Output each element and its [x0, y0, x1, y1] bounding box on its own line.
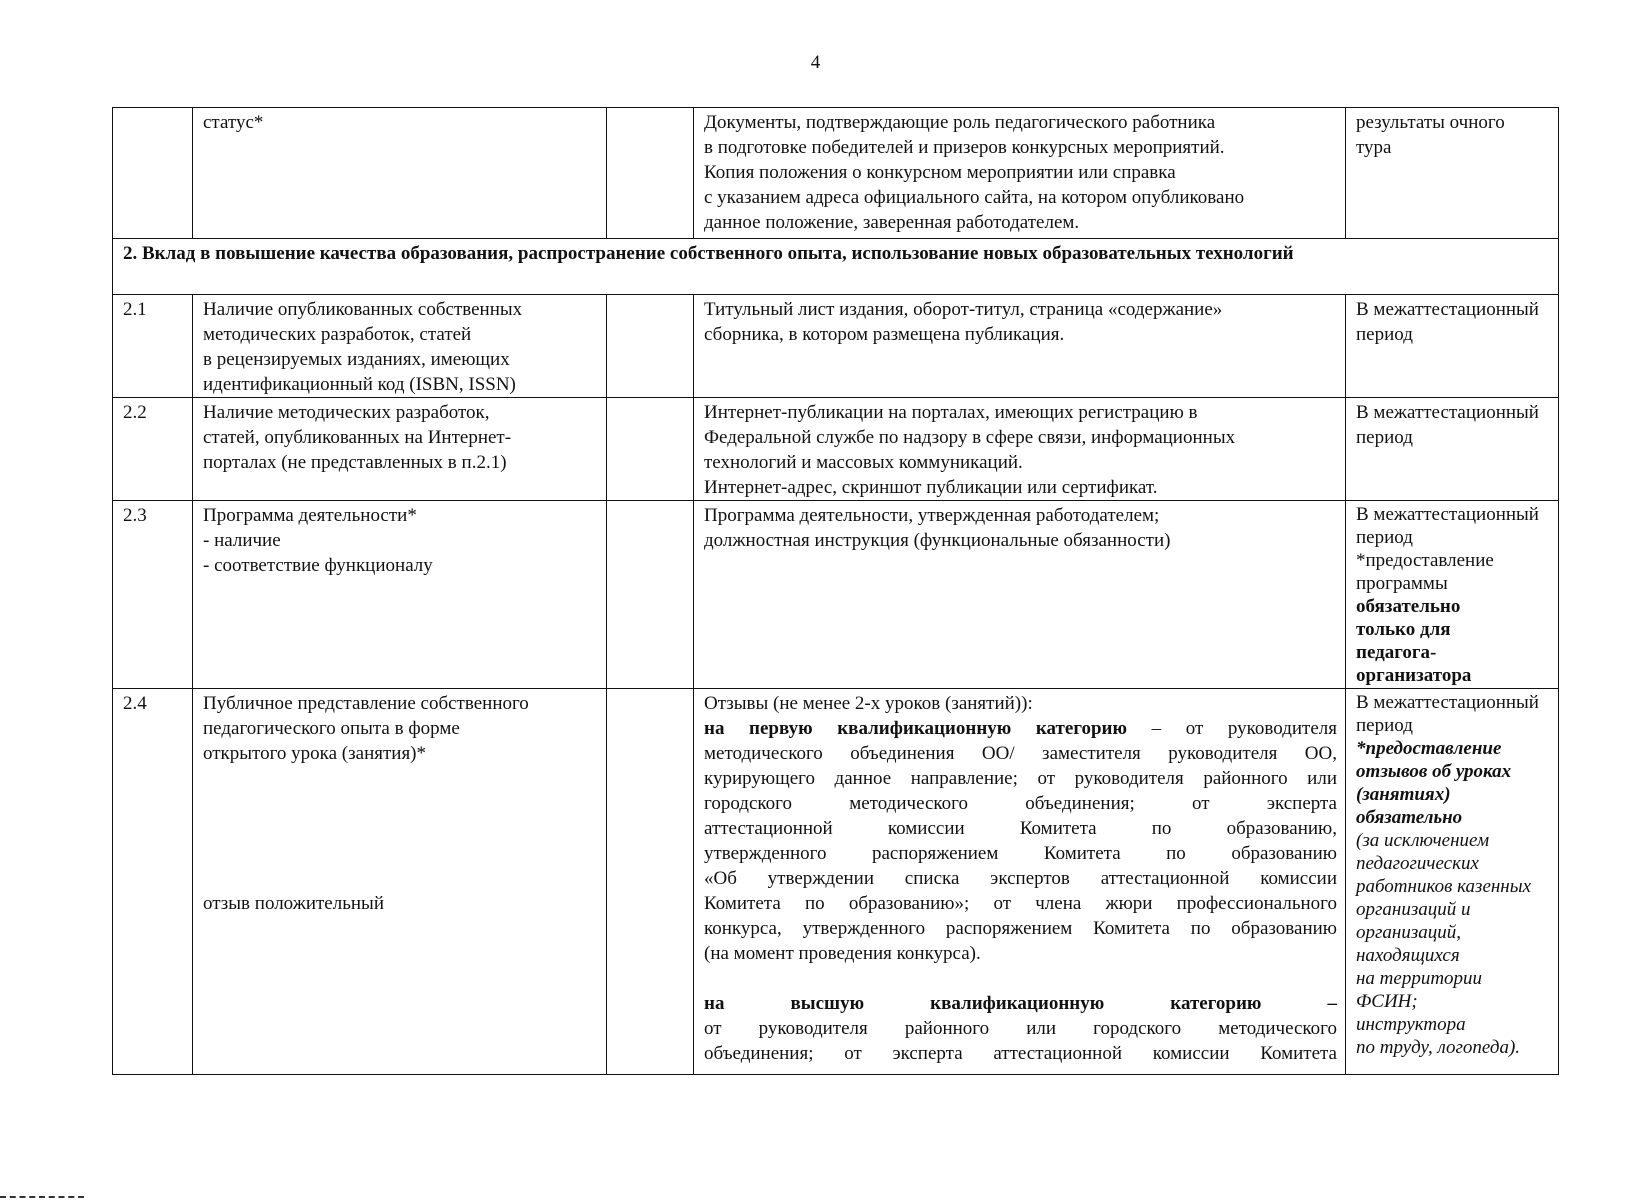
documents-cell [694, 501, 1346, 689]
criterion-cell [193, 398, 607, 501]
documents-cell [694, 108, 1346, 239]
documents-line: городского методического объединения; от эксперта [704, 793, 1337, 814]
category-first-label: на первую квалификационную категорию [704, 718, 1128, 739]
period-note-italic: (за исключением [1356, 830, 1490, 851]
period-note-bold: обязательно [1356, 596, 1461, 617]
row-number: 2.2 [113, 398, 193, 501]
documents-line: Комитета по образованию»; от члена жюри профессионального [704, 893, 1337, 914]
criterion-line: Наличие методических разработок, [203, 402, 490, 423]
period-note-italic: работников казенных [1356, 876, 1532, 897]
criterion-cell [193, 501, 607, 689]
category-high-label: на высшую квалификационную категорию [704, 993, 1262, 1014]
documents-line: методического объединения ОО/ заместителя руководителя ОО, [704, 743, 1337, 764]
documents-line: курирующего данное направление; от руководителя районного или [704, 768, 1337, 789]
period-line: период [1356, 324, 1413, 345]
documents-line: аттестационной комиссии Комитета по образованию, [704, 818, 1337, 839]
documents-line: Интернет-публикации на порталах, имеющих регистрацию в [704, 402, 1198, 423]
criterion-cell [193, 108, 607, 239]
period-cell [1346, 398, 1559, 501]
empty-cell [607, 501, 694, 689]
documents-line [704, 716, 1337, 741]
documents-line: Интернет-адрес, скриншот публикации или сертификат. [704, 477, 1158, 498]
period-cell [1346, 295, 1559, 398]
period-note-italic: инструктора [1356, 1014, 1466, 1035]
period-line: программы [1356, 573, 1448, 594]
criterion-line: в рецензируемых изданиях, имеющих [203, 349, 510, 370]
criterion-line: методических разработок, статей [203, 324, 472, 345]
documents-cell [694, 689, 1346, 1075]
criterion-line: статей, опубликованных на Интернет- [203, 427, 512, 448]
section-heading-row [113, 239, 1559, 295]
period-note-bold: организатора [1356, 665, 1472, 686]
documents-cell [694, 398, 1346, 501]
row-number: 2.3 [113, 501, 193, 689]
table-row-2-4 [113, 689, 1559, 1075]
table-row-2-1 [113, 295, 1559, 398]
documents-line: Федеральной службе по надзору в сфере связи, информационных [704, 427, 1236, 448]
documents-line: данное положение, заверенная работодателем. [704, 212, 1080, 233]
period-line: период [1356, 427, 1413, 448]
period-line: период [1356, 527, 1413, 548]
empty-cell [607, 398, 694, 501]
criterion-line: - наличие [203, 530, 281, 551]
period-note-bold: только для [1356, 619, 1451, 640]
period-note-italic: находящихся [1356, 945, 1460, 966]
attestation-criteria-table [112, 107, 1559, 1075]
documents-line: от руководителя районного или городского методического [704, 1018, 1337, 1039]
criterion-line: Программа деятельности* [203, 505, 417, 526]
documents-line [704, 991, 1337, 1016]
documents-fragment: – [1327, 993, 1338, 1014]
empty-cell [607, 689, 694, 1075]
documents-fragment: – от руководителя [1151, 718, 1337, 739]
period-note-italic: организаций, [1356, 922, 1462, 943]
period-line: В межаттестационный [1356, 299, 1539, 320]
documents-line: утвержденного распоряжением Комитета по образованию [704, 843, 1337, 864]
period-cell [1346, 108, 1559, 239]
period-note-italic: на территории [1356, 968, 1483, 989]
period-note-italic: по труду, логопеда). [1356, 1037, 1521, 1058]
period-line: период [1356, 715, 1413, 736]
period-note-italic: педагогических [1356, 853, 1479, 874]
period-line: тура [1356, 137, 1392, 158]
empty-cell [607, 295, 694, 398]
documents-line: Документы, подтверждающие роль педагогического работника [704, 112, 1216, 133]
criterion-line: открытого урока (занятия)* [203, 743, 427, 764]
period-note-bold: (занятиях) [1356, 784, 1451, 805]
documents-line: Титульный лист издания, оборот-титул, страница «содержание» [704, 299, 1223, 320]
documents-line: должностная инструкция (функциональные обязанности) [704, 530, 1171, 551]
criterion-line: - соответствие функционалу [203, 555, 433, 576]
table-row-status [113, 108, 1559, 239]
criterion-line: Наличие опубликованных собственных [203, 299, 523, 320]
documents-line: с указанием адреса официального сайта, на котором опубликовано [704, 187, 1245, 208]
documents-line: (на момент проведения конкурса). [704, 943, 981, 964]
row-number: 2.1 [113, 295, 193, 398]
documents-line: Отзывы (не менее 2-х уроков (занятий)): [704, 693, 1033, 714]
row-number [113, 108, 193, 239]
period-line: В межаттестационный [1356, 504, 1539, 525]
criterion-cell [193, 295, 607, 398]
period-note-bold: педагога- [1356, 642, 1437, 663]
criterion-cell [193, 689, 607, 1075]
scan-edge-mark [0, 1196, 84, 1200]
period-line: В межаттестационный [1356, 402, 1539, 423]
period-note-italic: организаций и [1356, 899, 1471, 920]
criterion-line: порталах (не представленных в п.2.1) [203, 452, 507, 473]
criterion-line: идентификационный код (ISBN, ISSN) [203, 374, 516, 395]
page-number: 4 [810, 52, 821, 73]
documents-line: конкурса, утвержденного распоряжением Комитета по образованию [704, 918, 1337, 939]
section-heading: 2. Вклад в повышение качества образования, распространение собственного опыта, использование новых образовательных технологий [113, 239, 1559, 295]
documents-line: сборника, в котором размещена публикация. [704, 324, 1065, 345]
row-number: 2.4 [113, 689, 193, 1075]
documents-line: технологий и массовых коммуникаций. [704, 452, 1023, 473]
table-row-2-2 [113, 398, 1559, 501]
period-cell [1346, 501, 1559, 689]
period-line: В межаттестационный [1356, 692, 1539, 713]
documents-cell [694, 295, 1346, 398]
documents-line: «Об утверждении списка экспертов аттестационной комиссии [704, 868, 1337, 889]
table-row-2-3 [113, 501, 1559, 689]
period-note-bold: *предоставление [1356, 738, 1502, 759]
documents-line: Копия положения о конкурсном мероприятии или справка [704, 162, 1176, 183]
criterion-result: отзыв положительный [203, 893, 384, 914]
criterion-line: статус* [203, 112, 264, 133]
empty-cell [607, 108, 694, 239]
documents-line: в подготовке победителей и призеров конкурсных мероприятий. [704, 137, 1225, 158]
period-cell [1346, 689, 1559, 1075]
criterion-line: педагогического опыта в форме [203, 718, 460, 739]
period-note-bold: обязательно [1356, 807, 1463, 828]
period-line: результаты очного [1356, 112, 1505, 133]
documents-line: объединения; от эксперта аттестационной комиссии Комитета [704, 1043, 1337, 1064]
period-note-bold: отзывов об уроках [1356, 761, 1512, 782]
documents-line: Программа деятельности, утвержденная работодателем; [704, 505, 1160, 526]
period-line: *предоставление [1356, 550, 1494, 571]
criterion-line: Публичное представление собственного [203, 693, 529, 714]
period-note-italic: ФСИН; [1356, 991, 1418, 1012]
